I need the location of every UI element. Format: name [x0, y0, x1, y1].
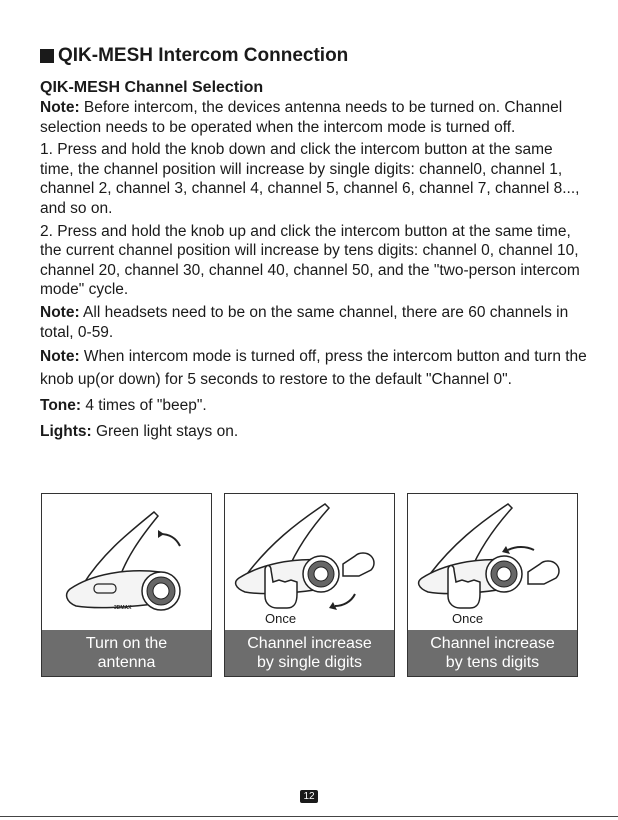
panel-single-digits: [224, 493, 395, 677]
caption-line-1: Channel increase: [247, 635, 372, 652]
title-square-icon: [40, 49, 54, 63]
panel-caption: [42, 630, 211, 676]
page-title-text: QIK-MESH Intercom Connection: [58, 45, 349, 66]
illustration-panels: [41, 493, 577, 677]
rotate-arrow-icon: [160, 534, 180, 546]
page-title: [40, 44, 588, 68]
knob-center: [314, 567, 328, 581]
tone-label: Tone:: [40, 397, 82, 415]
turning-hand-icon: [343, 553, 374, 576]
caption-line-1: Turn on the: [85, 635, 168, 652]
lights-line: [40, 420, 588, 443]
panel-caption: [225, 630, 394, 676]
arrowhead-icon: [158, 530, 164, 538]
tone-line: [40, 394, 588, 417]
lights-text: Green light stays on.: [91, 423, 239, 441]
turning-hand-icon: [528, 561, 559, 584]
note-label: Note:: [40, 99, 80, 116]
section-title: QIK-MESH Channel Selection: [40, 79, 264, 96]
brand-logo: 3DMAX: [114, 605, 132, 611]
knob-center: [497, 567, 511, 581]
caption-line-2: by tens digits: [445, 654, 540, 671]
footer-rule: [0, 816, 618, 817]
panel-caption: [408, 630, 577, 676]
headset-knob-up-illustration: [408, 494, 577, 630]
note-label: Note:: [40, 303, 80, 321]
panel-turn-on-antenna: [41, 493, 212, 677]
caption-line-2: antenna: [97, 654, 156, 671]
note-antenna: [40, 98, 588, 137]
page-content: [40, 44, 588, 443]
once-label: Once: [452, 611, 484, 626]
caption-line-2: by single digits: [257, 654, 362, 671]
rotate-up-arrow-icon: [508, 547, 534, 550]
rotate-down-arrow-icon: [335, 594, 355, 606]
note-text: Before intercom, the devices antenna needs to be turned on. Channel selection needs to be operated when the intercom mode is turned off.: [40, 99, 563, 136]
tone-text: 4 times of "beep".: [81, 397, 207, 415]
note-reset: [40, 345, 588, 391]
lights-label: Lights:: [40, 423, 92, 441]
headset-antenna-illustration: [42, 494, 211, 630]
once-label: Once: [265, 611, 297, 626]
page-number: 12: [300, 790, 318, 803]
note-channels: [40, 303, 588, 342]
note-text: When intercom mode is turned off, press the intercom button and turn the knob up(or down) for 5 seconds to restore to the default "Channel 0".: [40, 348, 587, 389]
panel-tens-digits: [407, 493, 578, 677]
headset-knob-down-illustration: [225, 494, 394, 630]
caption-line-1: Channel increase: [430, 635, 555, 652]
knob-center: [153, 583, 169, 599]
note-text: All headsets need to be on the same channel, there are 60 channels in total, 0-59.: [40, 303, 569, 341]
step-1: 1. Press and hold the knob down and click the intercom button at the same time, the channel position will increase by single digits: channel0, channel 1, channel 2, channel 3, channel 4, channel 5, channel 6, channel 7, channel 8..., and so on.: [40, 141, 580, 217]
step-2: 2. Press and hold the knob up and click the intercom button at the same time, the current channel position will increase by tens digits: channel 0, channel 10, channel 20, channel 30, channel 40, channel 50, and the "two-person intercom mode" cycle.: [40, 222, 580, 299]
note-label: Note:: [40, 348, 80, 366]
